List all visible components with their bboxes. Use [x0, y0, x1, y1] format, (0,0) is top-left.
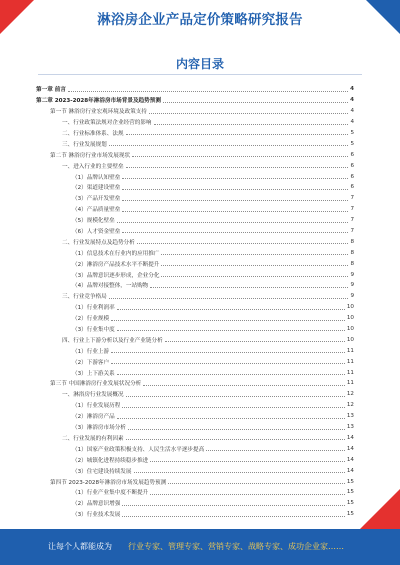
toc-entry[interactable] — [36, 454, 354, 465]
toc-page-number: 10 — [346, 326, 354, 333]
toc-entry-title: （4）品牌对接整体，一站购物 — [72, 283, 149, 290]
toc-entry-title: （2）下游客户 — [72, 359, 110, 366]
toc-dot-leader — [111, 319, 345, 321]
toc-entry-title: （1）国家产业政策积极支持、人民生活水平逐步提高 — [72, 446, 205, 453]
table-of-contents — [36, 84, 354, 520]
toc-dot-leader — [154, 123, 349, 125]
toc-entry-title: （1）品牌认知壁垒 — [72, 174, 121, 181]
toc-entry-title: （1）行业发展历程 — [72, 403, 121, 410]
toc-dot-leader — [150, 286, 348, 288]
toc-entry[interactable] — [36, 258, 354, 269]
toc-page-number: 15 — [346, 478, 354, 485]
toc-page-number: 4 — [350, 86, 354, 93]
toc-entry-title: （5）规模化壁垒 — [72, 218, 115, 225]
toc-entry[interactable] — [36, 269, 354, 280]
toc-dot-leader — [122, 188, 348, 190]
toc-page-number: 11 — [346, 380, 354, 387]
toc-page-number: 7 — [350, 206, 354, 213]
toc-entry-title: 一、进入行业的主要壁垒 — [62, 163, 124, 170]
toc-entry[interactable] — [36, 236, 354, 247]
toc-page-number: 8 — [350, 249, 354, 256]
toc-entry[interactable] — [36, 149, 354, 160]
report-header — [0, 0, 400, 34]
toc-page-number: 9 — [350, 293, 354, 300]
toc-entry-title: （3）行业集中度 — [72, 327, 115, 334]
toc-dot-leader — [126, 166, 349, 168]
toc-entry-title: 三、行业竞争格局 — [62, 294, 107, 301]
toc-heading: 内容目录 — [175, 57, 224, 71]
toc-page-number: 4 — [350, 108, 354, 115]
toc-page-number: 6 — [350, 173, 354, 180]
toc-entry[interactable] — [36, 106, 354, 117]
toc-page-number: 7 — [350, 217, 354, 224]
toc-page-number: 6 — [350, 162, 354, 169]
toc-entry-title: 四、行业上下游分析以及行业产业链分析 — [62, 337, 163, 344]
toc-page-number: 15 — [346, 511, 354, 518]
toc-entry[interactable] — [36, 324, 354, 335]
toc-dot-leader — [122, 199, 348, 201]
toc-dot-leader — [137, 242, 349, 244]
toc-page-number: 11 — [346, 347, 354, 354]
toc-entry[interactable] — [36, 182, 354, 193]
toc-dot-leader — [168, 482, 345, 484]
toc-page-number: 5 — [350, 140, 354, 147]
toc-page-number: 4 — [350, 97, 354, 104]
report-title: 淋浴房企业产品定价策略研究报告 — [97, 12, 303, 28]
toc-entry-title: （2）淋浴房产品 — [72, 414, 115, 421]
toc-page-number: 10 — [346, 304, 354, 311]
footer-slogan-left: 让每个人都能成为 — [48, 542, 112, 551]
toc-entry-title: 二、行业发展特点及趋势分析 — [62, 239, 135, 246]
toc-page-number: 6 — [350, 151, 354, 158]
toc-dot-leader — [132, 155, 348, 157]
toc-entry[interactable] — [36, 291, 354, 302]
toc-dot-leader — [122, 406, 345, 408]
toc-page-number: 5 — [350, 130, 354, 136]
toc-entry-title: 第二章 2023-2028年淋浴房市场背景及趋势预测 — [36, 98, 161, 105]
toc-dot-leader — [68, 90, 348, 92]
toc-entry[interactable] — [36, 302, 354, 313]
toc-entry-title: 二、行业发展的有利因素 — [62, 435, 124, 442]
toc-entry-title: 二、行业标准体系、法规 — [62, 131, 124, 137]
toc-dot-leader — [122, 515, 345, 517]
toc-entry[interactable] — [36, 313, 354, 324]
toc-dot-leader — [126, 133, 349, 135]
toc-entry[interactable] — [36, 498, 354, 509]
toc-page-number: 12 — [346, 402, 354, 409]
toc-entry[interactable] — [36, 367, 354, 378]
toc-page-number: 9 — [350, 282, 354, 289]
toc-entry[interactable] — [36, 389, 354, 400]
toc-entry[interactable] — [36, 247, 354, 258]
toc-entry-title: （2）城镇化进程持续稳步推进 — [72, 457, 149, 464]
toc-dot-leader — [128, 428, 345, 430]
toc-entry[interactable] — [36, 345, 354, 356]
toc-dot-leader — [109, 297, 349, 299]
toc-entry-title: （1）行业上游 — [72, 348, 110, 355]
toc-entry-title: （2）品牌意识增强 — [72, 501, 121, 508]
toc-dot-leader — [122, 177, 348, 179]
toc-dot-leader — [117, 373, 345, 375]
toc-page-number: 10 — [346, 315, 354, 322]
toc-entry-title: （3）住宅建设持续发展 — [72, 468, 132, 475]
toc-entry[interactable] — [36, 356, 354, 367]
toc-entry-title: （6）人才资金壁垒 — [72, 229, 121, 236]
toc-dot-leader — [163, 101, 348, 103]
toc-page-number: 15 — [346, 500, 354, 507]
toc-dot-leader — [134, 471, 345, 473]
toc-entry-title: 一、行业政策法规对企业经营的影响 — [62, 120, 152, 127]
toc-entry[interactable] — [36, 476, 354, 487]
toc-entry[interactable] — [36, 433, 354, 444]
toc-dot-leader — [122, 231, 348, 233]
toc-dot-leader — [161, 275, 348, 277]
toc-page-number: 14 — [346, 434, 354, 441]
toc-dot-leader — [150, 460, 345, 462]
toc-page-number: 8 — [350, 238, 354, 245]
toc-page-number: 14 — [346, 456, 354, 463]
toc-page-number: 9 — [350, 271, 354, 278]
toc-page-number: 14 — [346, 467, 354, 474]
toc-page-number: 11 — [346, 358, 354, 365]
toc-page-number: 4 — [350, 119, 354, 126]
toc-dot-leader — [117, 308, 345, 310]
toc-dot-leader — [122, 504, 345, 506]
toc-dot-leader — [117, 221, 349, 223]
toc-entry[interactable] — [36, 280, 354, 291]
toc-entry[interactable] — [36, 226, 354, 237]
toc-dot-leader — [143, 384, 345, 386]
toc-entry-title: 第四节 2023-2028年淋浴房市场发展趋势预测 — [50, 479, 167, 486]
toc-entry-title: （3）品牌意识逐步形成，企业分化 — [72, 272, 160, 279]
toc-entry[interactable] — [36, 215, 354, 226]
toc-dot-leader — [206, 449, 345, 451]
toc-entry[interactable] — [36, 193, 354, 204]
toc-divider — [38, 74, 362, 75]
toc-entry[interactable] — [36, 204, 354, 215]
toc-entry[interactable] — [36, 84, 354, 95]
toc-entry[interactable] — [36, 411, 354, 422]
toc-entry-title: 三、行业发展规划 — [62, 141, 107, 148]
toc-dot-leader — [149, 112, 349, 114]
toc-dot-leader — [117, 417, 345, 419]
footer-red-decoration — [360, 489, 400, 529]
toc-entry-title: （4）产品质量壁垒 — [72, 207, 121, 214]
footer-slogan-right: 行业专家、管理专家、营销专家、战略专家、成功企业家…… — [128, 542, 344, 551]
toc-dot-leader — [117, 329, 345, 331]
toc-entry[interactable] — [36, 128, 354, 139]
toc-dot-leader — [111, 351, 345, 353]
toc-dot-leader — [126, 438, 345, 440]
toc-entry[interactable] — [36, 117, 354, 128]
toc-entry-title: （2）行业规模 — [72, 316, 110, 323]
toc-entry-title: 一、淋浴房行业发展概况 — [62, 392, 124, 399]
toc-entry[interactable] — [36, 378, 354, 389]
toc-entry[interactable] — [36, 334, 354, 345]
toc-dot-leader — [161, 253, 348, 255]
toc-page-number: 14 — [346, 445, 354, 452]
toc-entry-title: （1）行业利润率 — [72, 305, 115, 312]
toc-entry-title: （1）行业产业集中度不断提升 — [72, 490, 149, 497]
toc-entry[interactable] — [36, 422, 354, 433]
toc-entry-title: （2）淋浴房产品技术水平不断提升 — [72, 261, 160, 268]
toc-entry-title: 第一章 前言 — [36, 87, 66, 94]
toc-page-number: 8 — [350, 260, 354, 267]
toc-entry[interactable] — [36, 487, 354, 498]
toc-entry-title: （3）上下游关系 — [72, 370, 115, 377]
toc-dot-leader — [122, 210, 348, 212]
toc-dot-leader — [165, 340, 345, 342]
toc-entry-title: 第一节 淋浴房行业宏观环境及政策支持 — [50, 109, 147, 116]
toc-page-number: 15 — [346, 489, 354, 496]
toc-entry-title: 第三节 中国淋浴房行业发展状况分析 — [50, 381, 142, 388]
toc-entry[interactable] — [36, 171, 354, 182]
toc-page-number: 7 — [350, 195, 354, 202]
toc-dot-leader — [111, 362, 345, 364]
toc-dot-leader — [161, 264, 348, 266]
toc-entry[interactable] — [36, 400, 354, 411]
toc-entry-title: （3）产品开发壁垒 — [72, 196, 121, 203]
toc-dot-leader — [109, 144, 349, 146]
toc-entry-title: （3）行业技术发展 — [72, 512, 121, 519]
toc-page-number: 7 — [350, 228, 354, 235]
toc-entry-title: 第二节 淋浴房行业市场发展现状 — [50, 152, 131, 159]
toc-page-number: 13 — [346, 424, 354, 431]
toc-entry-title: （1）信息技术在行业内的应用推广 — [72, 250, 160, 257]
toc-entry[interactable] — [36, 160, 354, 171]
toc-entry[interactable] — [36, 443, 354, 454]
report-footer — [0, 529, 400, 565]
toc-entry[interactable] — [36, 465, 354, 476]
toc-dot-leader — [150, 493, 345, 495]
toc-page-number: 12 — [346, 391, 354, 398]
toc-page-number: 10 — [346, 336, 354, 343]
toc-page-number: 11 — [346, 369, 354, 376]
toc-page-number: 6 — [350, 184, 354, 191]
toc-entry-title: （3）淋浴房市场分析 — [72, 425, 126, 432]
toc-entry[interactable] — [36, 95, 354, 106]
toc-dot-leader — [126, 395, 345, 397]
toc-entry[interactable] — [36, 509, 354, 520]
toc-page-number: 13 — [346, 413, 354, 420]
toc-entry[interactable] — [36, 138, 354, 149]
toc-entry-title: （2）渠道建设壁垒 — [72, 185, 121, 192]
